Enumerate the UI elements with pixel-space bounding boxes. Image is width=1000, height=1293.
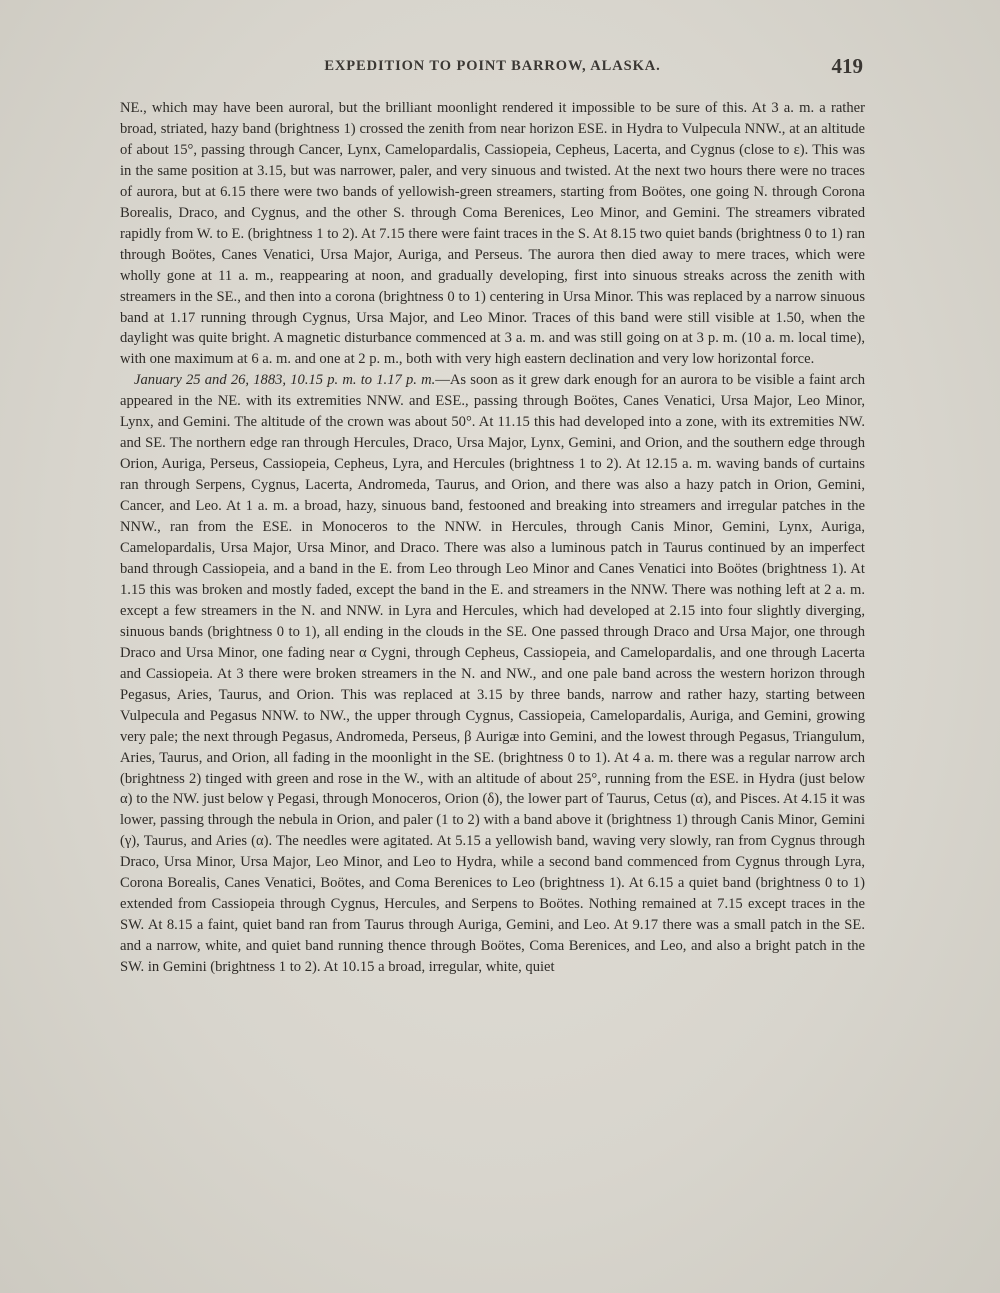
paragraph-january-25-26 bbox=[120, 370, 865, 978]
paragraph-text: —As soon as it grew dark enough for an aurora to be visible a faint arch appeared in the NE. with its extremities NNW. and ESE., passing through Boötes, Canes Venatici, Ursa Major, Leo Minor, Lynx, and Gemini. The altitude of the crown was about 50°. At 11.15 this had developed into a zone, with its extremities NW. and SE. The northern edge ran through Hercules, Draco, Ursa Major, Lynx, Gemini, and Orion, and the southern edge through Orion, Auriga, Perseus, Cassiopeia, Cepheus, Lyra, and Hercules (brightness 1 to 2). At 12.15 a. m. waving bands of curtains ran through Serpens, Cygnus, Lacerta, Andromeda, Taurus, and Orion, and there was also a hazy patch in Orion, Gemini, Cancer, and Leo. At 1 a. m. a broad, hazy, sinuous band, festooned and breaking into streamers and irregular patches in the NNW., ran from the ESE. in Monoceros to the NNW. in Hercules, through Canis Minor, Gemini, Lynx, Auriga, Camelopardalis, Ursa Major, Ursa Minor, and Draco. There was also a luminous patch in Taurus continued by an imperfect band through Cassiopeia, and a band in the E. from Leo through Leo Minor and Canes Venatici into Boötes (brightness 1). At 1.15 this was broken and mostly faded, except the band in the E. and streamers in the NNW. There was nothing left at 2 a. m. except a few streamers in the N. and NNW. in Lyra and Hercules, which had developed at 2.15 into four slightly diverging, sinuous bands (brightness 0 to 1), all ending in the clouds in the SE. One passed through Draco and Ursa Major, one through Draco and Ursa Minor, one fading near α Cygni, through Cepheus, Cassiopeia, and Camelopardalis, and one through Lacerta and Cassiopeia. At 3 there were broken streamers in the N. and NW., and one pale band across the western horizon through Pegasus, Aries, Taurus, and Orion. This was replaced at 3.15 by three bands, narrow and rather hazy, starting between Vulpecula and Pegasus NNW. to NW., the upper through Cygnus, Cassiopeia, Camelopardalis, Auriga, and Gemini, growing very pale; the next through Pegasus, Andromeda, Perseus, β Aurigæ into Gemini, and the lowest through Pegasus, Triangulum, Aries, Taurus, and Orion, all fading in the moonlight in the SE. (brightness 0 to 1). At 4 a. m. there was a regular narrow arch (brightness 2) tinged with green and rose in the W., with an altitude of about 25°, running from the ESE. in Hydra (just below α) to the NW. just below γ Pegasi, through Monoceros, Orion (δ), the lower part of Taurus, Cetus (α), and Pisces. At 4.15 it was lower, passing through the nebula in Orion, and paler (1 to 2) with a band above it (brightness 1) through Canis Minor, Gemini (γ), Taurus, and Aries (α). The needles were agitated. At 5.15 a yellowish band, waving very slowly, ran from Cygnus through Draco, Ursa Minor, Ursa Major, Leo Minor, and Leo to Hydra, while a second band commenced from Cygnus through Lyra, Corona Borealis, Canes Venatici, Boötes, and Coma Berenices to Leo (brightness 1). At 6.15 a quiet band (brightness 0 to 1) extended from Cassiopeia through Cygnus, Hercules, and Serpens to Boötes. Nothing remained at 7.15 except traces in the SW. At 8.15 a faint, quiet band ran from Taurus through Auriga, Gemini, and Leo. At 9.17 there was a small patch in the SE. and a narrow, white, and quiet band running thence through Boötes, Coma Berenices, and Leo, and also a bright patch in the SW. in Gemini (brightness 1 to 2). At 10.15 a broad, irregular, white, quiet bbox=[120, 372, 866, 976]
page-number: 419 bbox=[831, 54, 863, 78]
paragraph-text: NE., which may have been auroral, but the brilliant moonlight rendered it impossible to be sure of this. At 3 a. m. a rather broad, striated, hazy band (brightness 1) crossed the zenith from near horizon ESE. in Hydra to Vulpecula NNW., at an altitude of about 15°, passing through Cancer, Lynx, Camelopardalis, Cassiopeia, Cepheus, Lacerta, and Cygnus (close to ε). This was in the same position at 3.15, but was narrower, paler, and very sinuous and twisted. At the next two hours there were no traces of aurora, but at 6.15 there were two bands of yellowish-green streamers, starting from Boötes, one going N. through Corona Borealis, Draco, and Cygnus, and the other S. through Coma Berenices, Leo Minor, and Gemini. The streamers vibrated rapidly from W. to E. (brightness 1 to 2). At 7.15 there were faint traces in the S. At 8.15 two quiet bands (brightness 0 to 1) ran through Boötes, Canes Venatici, Ursa Major, Auriga, and Perseus. The aurora then died away to mere traces, which were wholly gone at 11 a. m., reappearing at noon, and gradually developing, first into sinuous streaks across the zenith with streamers in the SE., and then into a corona (brightness 0 to 1) centering in Ursa Minor. This was replaced by a narrow sinuous band at 1.17 running through Cygnus, Ursa Major, and Leo Minor. Traces of this band were still visible at 1.50, when the daylight was quite bright. A magnetic disturbance commenced at 3 a. m. and was still going on at 3 p. m. (10 a. m. local time), with one maximum at 6 a. m. and one at 2 p. m., both with very high eastern declination and very low horizontal force. bbox=[120, 100, 865, 368]
running-title: EXPEDITION TO POINT BARROW, ALASKA. bbox=[324, 58, 661, 74]
entry-date-heading: January 25 and 26, 1883, 10.15 p. m. to 1.17 p. m. bbox=[134, 372, 436, 389]
page-header bbox=[120, 54, 865, 82]
body-text bbox=[120, 98, 865, 978]
paragraph-continued bbox=[120, 98, 865, 370]
